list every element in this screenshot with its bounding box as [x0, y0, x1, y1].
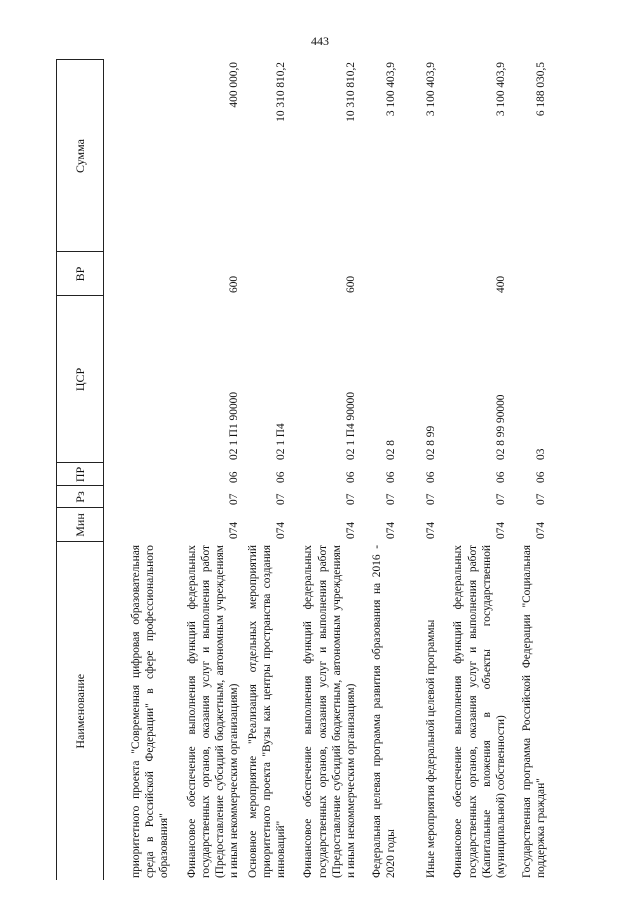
header-sum: Сумма — [57, 60, 104, 252]
row-sum: 10 310 810,2 — [344, 62, 357, 122]
row-pr: 06 — [274, 471, 287, 483]
row-min: 074 — [344, 521, 357, 539]
row-min: 074 — [384, 521, 397, 539]
row-rz: 07 — [228, 493, 241, 505]
page-number: 443 — [311, 34, 329, 48]
row-vr — [244, 252, 291, 296]
row-sum — [104, 60, 174, 252]
header-name: Наименование — [57, 542, 104, 880]
row-name: Основное мероприятие "Реализация отдельных мероприятий приоритетного проекта "Вузы как центры пространства создания инноваций" — [246, 545, 287, 878]
row-min — [104, 508, 174, 542]
row-name: Федеральная целевая программа развития образования на 2016 - 2020 годы — [370, 545, 397, 878]
budget-table — [56, 60, 550, 881]
row-pr: 06 — [424, 471, 437, 483]
row-vr — [400, 252, 440, 296]
table-header-row — [57, 60, 104, 880]
row-csr: 02 1 П4 — [274, 423, 287, 460]
budget-table-sheet — [56, 60, 604, 880]
row-sum: 3 100 403,9 — [424, 62, 437, 117]
table-row — [400, 60, 440, 880]
row-vr — [104, 252, 174, 296]
row-rz: 07 — [424, 493, 437, 505]
row-csr: 02 8 99 — [424, 425, 437, 460]
row-csr: 03 — [534, 448, 547, 460]
row-name: Финансовое обеспечение выполнения функций федеральных государственных органов, оказания услуг и выполнения работ (Предоставление субсидий бюджетным, автономным учреждениям и иным некоммерческим организациям) — [302, 545, 357, 878]
row-name: Государственная программа Российской Федерации "Социальная поддержка граждан" — [520, 545, 547, 878]
row-pr: 06 — [534, 471, 547, 483]
row-vr: 600 — [344, 275, 357, 293]
row-pr: 06 — [494, 471, 507, 483]
row-name: Иные мероприятия федеральной целевой программы — [424, 619, 437, 878]
header-vr: ВР — [57, 252, 104, 296]
row-name: Финансовое обеспечение выполнения функций федеральных государственных органов, оказания услуг и выполнения работ (Капитальные вложения в объекты государственной (муниципальной) собственности) — [452, 545, 507, 878]
table-row — [174, 60, 244, 880]
row-min: 074 — [228, 521, 241, 539]
table-row — [440, 60, 510, 880]
row-sum: 6 188 030,5 — [534, 62, 547, 117]
row-rz: 07 — [384, 493, 397, 505]
row-name: приоритетного проекта "Современная цифровая образовательная среда в Российской Федерации" в сфере профессионального образования" — [129, 545, 171, 878]
row-rz: 07 — [274, 493, 287, 505]
row-min: 074 — [424, 521, 437, 539]
table-row — [510, 60, 550, 880]
table-row — [290, 60, 360, 880]
row-sum: 3 100 403,9 — [494, 62, 507, 117]
row-rz: 07 — [494, 493, 507, 505]
table-row — [104, 60, 174, 880]
row-rz: 07 — [344, 493, 357, 505]
row-sum: 10 310 810,2 — [274, 62, 287, 122]
row-rz: 07 — [534, 493, 547, 505]
header-csr: ЦСР — [57, 296, 104, 463]
row-pr: 06 — [228, 471, 241, 483]
row-vr — [360, 252, 400, 296]
header-rz: Рз — [57, 486, 104, 508]
row-min: 074 — [494, 521, 507, 539]
row-min: 074 — [534, 521, 547, 539]
row-csr: 02 1 П4 90000 — [344, 391, 357, 460]
row-csr: 02 8 99 90000 — [494, 394, 507, 460]
row-csr: 02 8 — [384, 440, 397, 460]
row-rz — [104, 486, 174, 508]
row-name: Финансовое обеспечение выполнения функций федеральных государственных органов, оказания услуг и выполнения работ (Предоставление субсидий бюджетным, автономным учреждениям и иным некоммерческим организациям) — [185, 545, 241, 878]
row-pr: 06 — [344, 471, 357, 483]
header-min: Мин — [57, 508, 104, 542]
row-sum: 400 000,0 — [228, 62, 241, 108]
table-row — [244, 60, 291, 880]
row-pr: 06 — [384, 471, 397, 483]
row-sum: 3 100 403,9 — [384, 62, 397, 117]
row-min: 074 — [274, 521, 287, 539]
row-vr: 600 — [228, 275, 241, 293]
table-row — [360, 60, 400, 880]
row-csr — [104, 296, 174, 463]
row-csr: 02 1 П1 90000 — [228, 391, 241, 460]
header-pr: ПР — [57, 463, 104, 486]
row-vr: 400 — [494, 275, 507, 293]
row-pr — [104, 463, 174, 486]
row-vr — [510, 252, 550, 296]
